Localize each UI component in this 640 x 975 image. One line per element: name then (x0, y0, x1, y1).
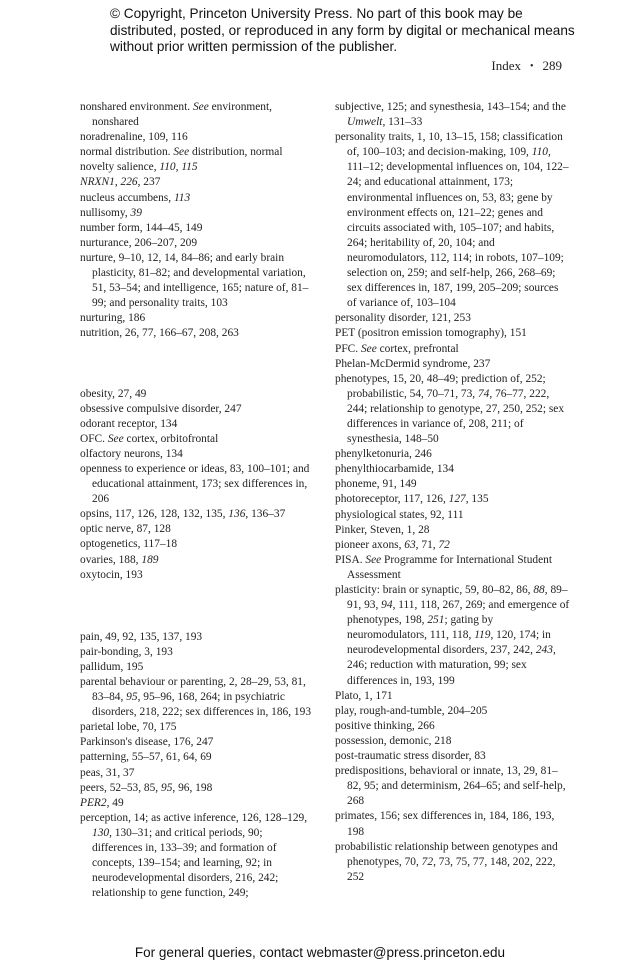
section-gap (80, 342, 312, 387)
index-entry: personality disorder, 121, 253 (335, 312, 471, 325)
running-head (491, 58, 562, 74)
index-entry: personality traits, 1, 10, 13–15, 158; classification of, 100–103; and decision-making, 109, 110, 111–12; developmental influences on, 104, 122–24; and educational attainment, 173; environmental influences on, 53, 83; gene by environment effects on, 121–22; genes and circuits associated with, 105–107; and habits, 264; heritability of, 20, 104; and neuromodulators, 112, 114; in robots, 107–109; selection on, 259; and self-help, 266, 268–69; sex differences in, 187, 199, 205–209; sources of variance of, 103–104 (335, 131, 569, 310)
index-entry: openness to experience or ideas, 83, 100–101; and educational attainment, 173; sex differences in, 206 (80, 462, 310, 506)
index-entry: plasticity: brain or synaptic, 59, 80–82, 86, 88, 89–91, 93, 94, 111, 118, 267, 269; and emergence of phenotypes, 198, 251; gating by neuromodulators, 111, 118, 119, 120, 174; in neurodevelopmental disorders, 237, 242, 243, 246; reduction with maturation, 99; sex differences in, 193, 199 (335, 584, 570, 687)
index-entry: oxytocin, 193 (80, 568, 143, 581)
index-entry: parietal lobe, 70, 175 (80, 721, 177, 734)
index-entry: primates, 156; sex differences in, 184, 186, 193, 198 (335, 810, 555, 838)
copyright-notice: © Copyright, Princeton University Press. No part of this book may be distributed, posted, or reproduced in any form by digital or mechanical means without prior written permission of the publisher. (110, 6, 575, 54)
index-entry: pioneer axons, 63, 71, 72 (335, 538, 450, 551)
index-column-right (335, 100, 570, 885)
section-gap (80, 583, 312, 630)
index-entry: PER2, 49 (80, 796, 124, 809)
index-entry: phenylthiocarbamide, 134 (335, 463, 454, 476)
running-head-label: Index (491, 58, 521, 73)
index-entry: nucleus accumbens, 113 (80, 191, 191, 204)
index-entry: PET (positron emission tomography), 151 (335, 327, 527, 340)
index-entry: nullisomy, 39 (80, 206, 142, 219)
index-entry: optogenetics, 117–18 (80, 538, 178, 551)
footer-contact: For general queries, contact webmaster@press.princeton.edu (134, 945, 506, 960)
index-entry: peers, 52–53, 85, 95, 96, 198 (80, 781, 213, 794)
index-entry: noradrenaline, 109, 116 (80, 131, 188, 144)
index-entry: phenotypes, 15, 20, 48–49; prediction of, 252; probabilistic, 54, 70–71, 73, 74, 76–77, 222, 244; relationship to genotype, 27, 250, 252; sex differences in variance of, 208, 211; of synesthesia, 148–50 (335, 372, 565, 446)
index-entry: optic nerve, 87, 128 (80, 523, 171, 536)
index-entry: Parkinson's disease, 176, 247 (80, 736, 214, 749)
index-entry: PISA. See Programme for International Student Assessment (335, 553, 553, 581)
index-entry: positive thinking, 266 (335, 719, 435, 732)
index-entry: play, rough-and-tumble, 204–205 (335, 704, 488, 717)
index-entry: obsessive compulsive disorder, 247 (80, 402, 242, 415)
index-entry: normal distribution. See distribution, normal (80, 146, 283, 159)
index-entry: nutrition, 26, 77, 166–67, 208, 263 (80, 327, 239, 340)
index-entry: odorant receptor, 134 (80, 417, 178, 430)
index-entry: ovaries, 188, 189 (80, 553, 159, 566)
index-entry: peas, 31, 37 (80, 766, 135, 779)
index-entry: photoreceptor, 117, 126, 127, 135 (335, 493, 489, 506)
index-entry: parental behaviour or parenting, 2, 28–29, 53, 81, 83–84, 95, 95–96, 168, 264; in psychiatric disorders, 218, 222; sex differences in, 186, 193 (80, 676, 312, 719)
index-entry: nurturing, 186 (80, 312, 146, 325)
index-entry: post-traumatic stress disorder, 83 (335, 750, 486, 763)
index-entry: subjective, 125; and synesthesia, 143–154; and the Umwelt, 131–33 (335, 101, 566, 129)
index-entry: perception, 14; as active inference, 126, 128–129, 130, 130–31; and critical periods, 90; differences in, 133–39; and formation of concepts, 139–154; and learning, 92; in neurodevelopmental disorders, 216, 242; relationship to gene function, 249; (80, 811, 308, 900)
index-entry: Plato, 1, 171 (335, 689, 393, 702)
index-entry: possession, demonic, 218 (335, 734, 452, 747)
index-column-left (80, 100, 312, 901)
index-entry: phoneme, 91, 149 (335, 478, 417, 491)
index-entry: pallidum, 195 (80, 660, 144, 673)
index-entry: opsins, 117, 126, 128, 132, 135, 136, 136–37 (80, 508, 286, 521)
index-entry: nonshared environment. See environment, nonshared (80, 101, 273, 129)
index-entry: probabilistic relationship between genotypes and phenotypes, 70, 72, 73, 75, 77, 148, 202, 222, 252 (335, 840, 558, 883)
index-entry: nurturance, 206–207, 209 (80, 236, 198, 249)
index-entry: novelty salience, 110, 115 (80, 161, 198, 174)
index-entry: Pinker, Steven, 1, 28 (335, 523, 430, 536)
index-entry: PFC. See cortex, prefrontal (335, 342, 459, 355)
index-entry: phenylketonuria, 246 (335, 448, 432, 461)
index-entry: OFC. See cortex, orbitofrontal (80, 432, 219, 445)
index-entry: nurture, 9–10, 12, 14, 84–86; and early brain plasticity, 81–82; and developmental variation, 51, 53–54; and intelligence, 165; nature of, 81–99; and personality traits, 103 (80, 251, 309, 310)
index-entry: obesity, 27, 49 (80, 387, 147, 400)
index-entry: Phelan-McDermid syndrome, 237 (335, 357, 491, 370)
page-number: 289 (542, 58, 562, 73)
index-entry: patterning, 55–57, 61, 64, 69 (80, 751, 212, 764)
index-entry: pain, 49, 92, 135, 137, 193 (80, 630, 203, 643)
index-entry: pair-bonding, 3, 193 (80, 645, 173, 658)
index-entry: NRXN1, 226, 237 (80, 176, 161, 189)
index-entry: physiological states, 92, 111 (335, 508, 464, 521)
running-head-separator: • (529, 61, 534, 72)
index-entry: number form, 144–45, 149 (80, 221, 203, 234)
index-entry: predispositions, behavioral or innate, 13, 29, 81–82, 95; and determinism, 264–65; and self-help, 268 (335, 765, 566, 808)
index-entry: olfactory neurons, 134 (80, 447, 183, 460)
